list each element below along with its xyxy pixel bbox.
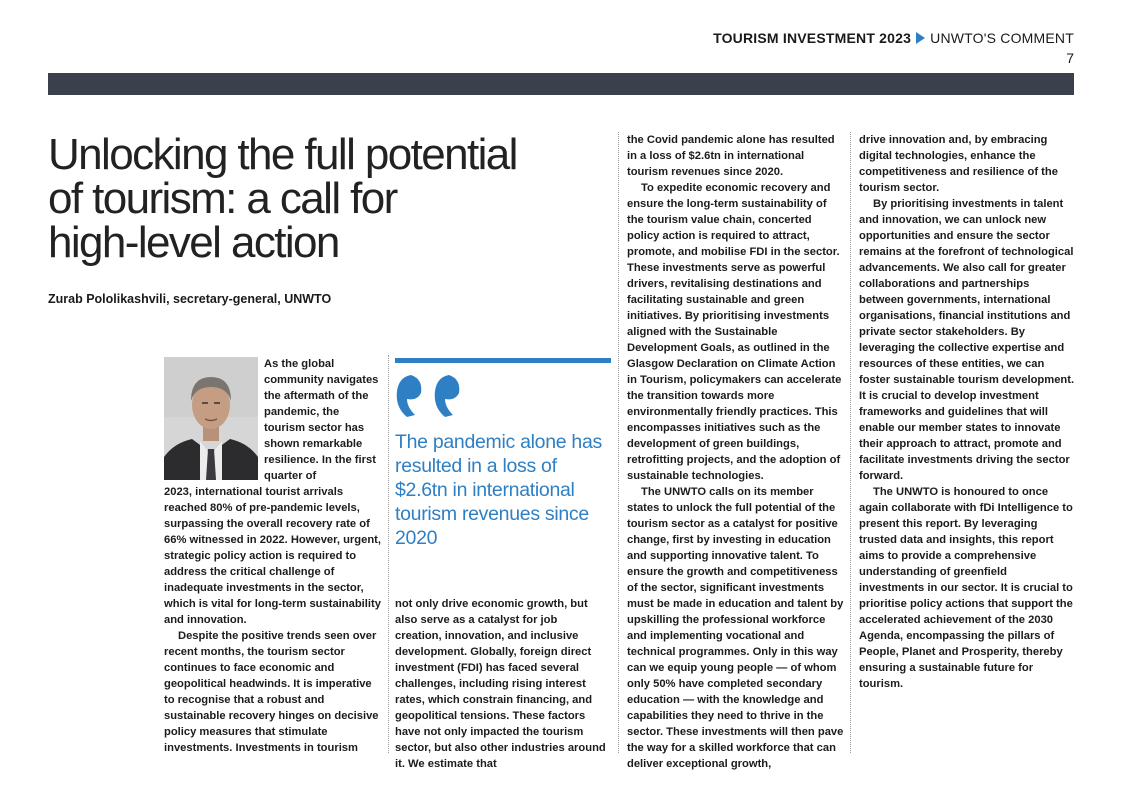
- column-2: [395, 596, 607, 772]
- page-number: 7: [1066, 50, 1074, 66]
- quote-mark-icon: [395, 373, 611, 426]
- paragraph: By prioritising investments in talent and innovation, we can unlock new opportunities and ensure the sector remains at the forefront of technological advancements. We also call for greater collaborations and partnerships between governments, international organisations, financial institutions and private sector stakeholders. By leveraging the collective expertise and resources of these entities, we can foster sustainable tourism development. It is crucial to develop investment frameworks and guidelines that will enable our member states to innovate their approach to attract, promote and facilitate investments driving the sector forward.: [859, 198, 1075, 482]
- column-1: [164, 484, 382, 756]
- paragraph: As the global community navigates the aftermath of the pandemic, the tourism sector has shown remarkable resilience. In the first quarter of: [264, 358, 379, 482]
- running-header: [713, 30, 1074, 66]
- header-bar: [48, 73, 1074, 95]
- author-byline: Zurab Pololikashvili, secretary-general, UNWTO: [48, 292, 332, 306]
- triangle-arrow-icon: [916, 32, 925, 44]
- author-photo: [164, 357, 258, 480]
- paragraph: Despite the positive trends seen over recent months, the tourism sector continues to face economic and geopolitical headwinds. It is imperative to recognise that a robust and sustainable recovery hinges on decisive policy measures that stimulate investments. Investments in tourism: [164, 630, 379, 754]
- column-divider: [618, 132, 619, 753]
- paragraph: drive innovation and, by embracing digital technologies, enhance the competitiveness and resilience of the tourism sector.: [859, 134, 1058, 194]
- column-4: [859, 132, 1075, 692]
- section-name: TOURISM INVESTMENT 2023: [713, 30, 912, 46]
- paragraph: not only drive economic growth, but also serve as a catalyst for job creation, innovation, and inclusive development. Globally, foreign direct investment (FDI) has faced several challenges, including rising interest rates, which constrain financing, and geopolitical tensions. These factors have not only impacted the tourism sector, but also other industries around it. We estimate that: [395, 598, 606, 770]
- paragraph: The UNWTO calls on its member states to unlock the full potential of the tourism sector as a catalyst for positive change, first by investing in education and supporting innovative talent. To ensure the growth and competitiveness of the sector, significant investments must be made in education and talent by upskilling the professional workforce and implementing vocational and technical programmes. Only in this way can we equip young people — of whom only 50% have completed secondary education — with the knowledge and capabilities they need to thrive in the sector. These investments will then pave the way for a skilled workforce that can deliver exceptional growth,: [627, 486, 844, 770]
- column-1-intro: [264, 356, 382, 484]
- article-title: Unlocking the full potential of tourism: a call for high-level action: [48, 130, 517, 267]
- column-divider: [850, 132, 851, 753]
- paragraph: 2023, international tourist arrivals reached 80% of pre-pandemic levels, surpassing the overall recovery rate of 66% witnessed in 2022. However, urgent, strategic policy action is required to address the critical challenge of inadequate investments in the sector, which is vital for long-term sustainability and innovation.: [164, 486, 381, 626]
- column-divider: [388, 355, 389, 753]
- paragraph: To expedite economic recovery and ensure the long-term sustainability of the tourism value chain, concerted policy action is required to attract, promote, and mobilise FDI in the sector. These investments serve as powerful drivers, revitalising destinations and facilitating sustainable and green initiatives. By prioritising investments aligned with the Sustainable Development Goals, as outlined in the Glasgow Declaration on Climate Action in Tourism, policymakers can accelerate the transition towards more environmentally friendly practices. This encompasses initiatives such as the development of green buildings, retrofitting projects, and the adoption of sustainable technologies.: [627, 182, 842, 482]
- column-3: [627, 132, 845, 772]
- pull-quote-text: The pandemic alone has resulted in a loss of $2.6tn in international tourism revenues since 2020: [395, 431, 602, 549]
- subsection-name: UNWTO'S COMMENT: [930, 30, 1074, 46]
- pull-quote: [395, 358, 611, 550]
- portrait-image: [164, 357, 258, 480]
- pull-quote-rule: [395, 358, 611, 363]
- paragraph: The UNWTO is honoured to once again collaborate with fDi Intelligence to present this report. By leveraging trusted data and insights, this report aims to provide a comprehensive understanding of greenfield investments in our sector. It is crucial to prioritise policy actions that support the accelerated achievement of the 2030 Agenda, encompassing the pillars of People, Planet and Prosperity, thereby ensuring a sustainable future for tourism.: [859, 486, 1073, 690]
- paragraph: the Covid pandemic alone has resulted in a loss of $2.6tn in international tourism revenues since 2020.: [627, 134, 835, 178]
